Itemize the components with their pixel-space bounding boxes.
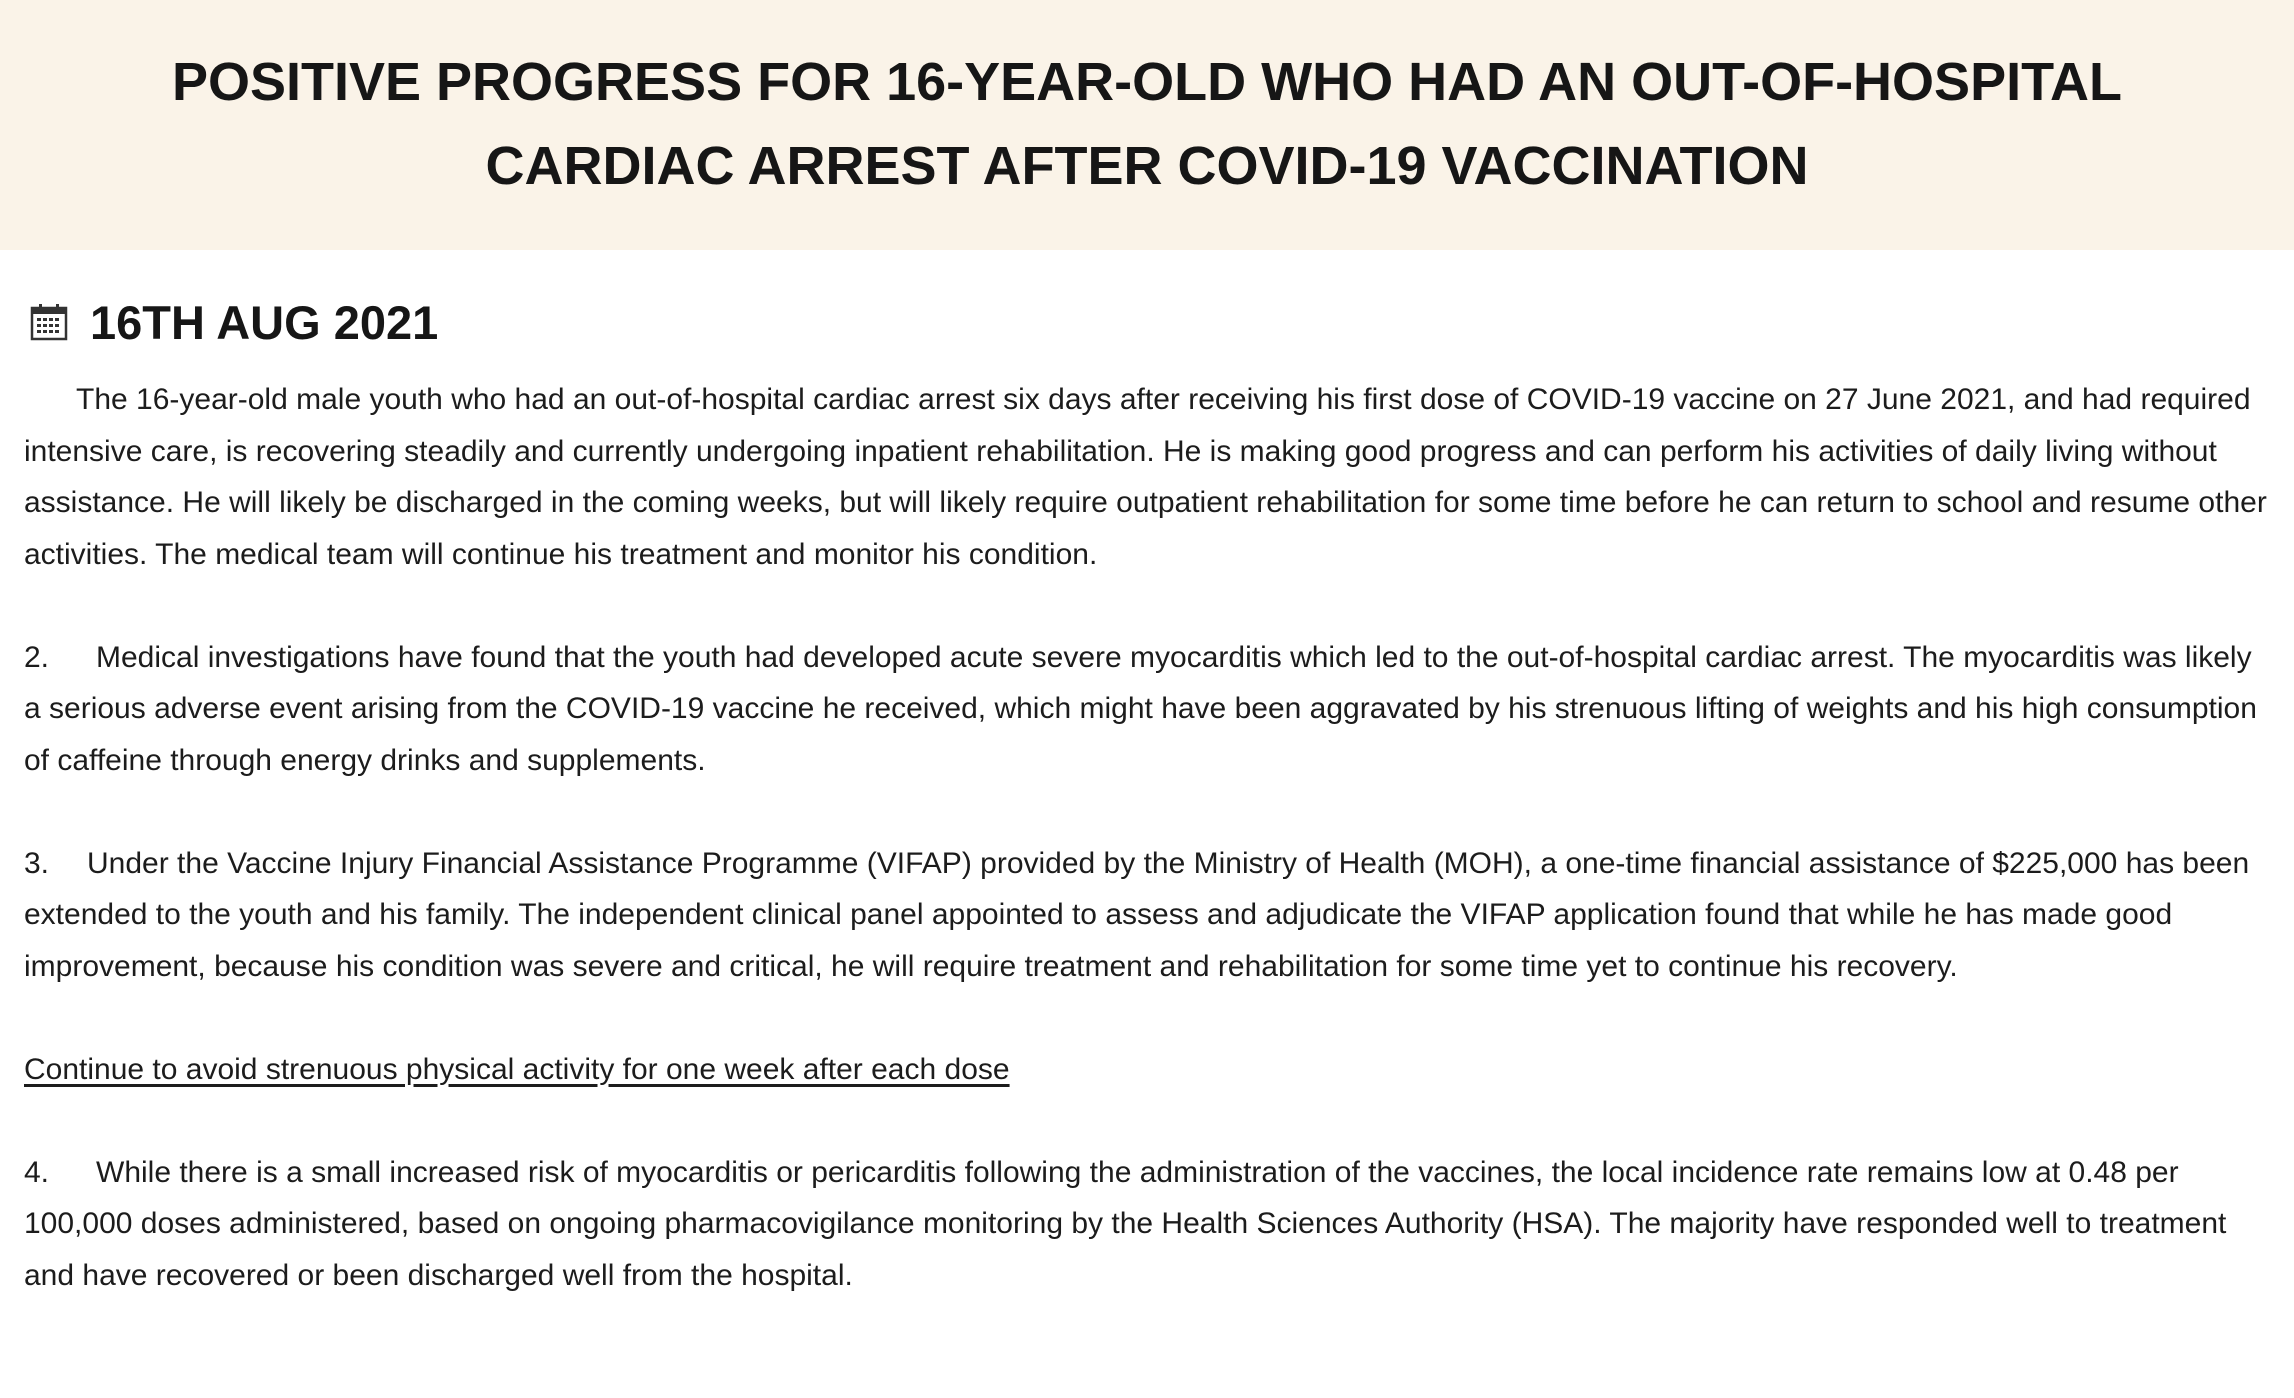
paragraph-4-text: While there is a small increased risk of myocarditis or pericarditis following the administration of the vaccines, the local incidence rate remains low at 0.48 per 100,000 doses administered, based on ongoing pharmacovigilance monitoring by the Health Sciences Authority (HSA). The majority have responded well to treatment and have recovered or been discharged well from the hospital. (24, 1155, 2227, 1292)
paragraph-4-number: 4. (24, 1155, 50, 1189)
paragraph-3-number: 3. (24, 846, 50, 880)
article-body (0, 250, 2294, 1301)
page-title-line-2: CARDIAC ARREST AFTER COVID-19 VACCINATION (485, 136, 1809, 196)
paragraph-2-text: Medical investigations have found that the youth had developed acute severe myocarditis which led to the out-of-hospital cardiac arrest. The myocarditis was likely a serious adverse event arising from the COVID-19 vaccine he received, which might have been aggravated by his strenuous lifting of weights and his high consumption of caffeine through energy drinks and supplements. (24, 640, 2257, 777)
section-subheading: Continue to avoid strenuous physical activity for one week after each dose (24, 1052, 1010, 1086)
paragraph-4 (24, 1147, 2274, 1302)
paragraph-1: The 16-year-old male youth who had an out-of-hospital cardiac arrest six days after receiving his first dose of COVID-19 vaccine on 27 June 2021, and had required intensive care, is recovering steadily and currently undergoing inpatient rehabilitation. He is making good progress and can perform his activities of daily living without assistance. He will likely be discharged in the coming weeks, but will likely require outpatient rehabilitation for some time before he can return to school and resume other activities. The medical team will continue his treatment and monitor his condition. (24, 383, 2267, 571)
paragraph-2-number: 2. (24, 640, 50, 674)
calendar-icon (30, 303, 68, 341)
page-title (0, 40, 2294, 208)
paragraph-3 (24, 838, 2274, 993)
article-date: 16TH AUG 2021 (90, 295, 439, 349)
title-banner (0, 0, 2294, 250)
paragraph-2 (24, 632, 2274, 787)
paragraph-3-text: Under the Vaccine Injury Financial Assistance Programme (VIFAP) provided by the Ministry of Health (MOH), a one-time financial assistance of $225,000 has been extended to the youth and his family. The independent clinical panel appointed to assess and adjudicate the VIFAP application found that while he has made good improvement, because his condition was severe and critical, he will require treatment and rehabilitation for some time yet to continue his recovery. (24, 846, 2250, 983)
date-row (24, 292, 2270, 352)
page-title-line-1: POSITIVE PROGRESS FOR 16-YEAR-OLD WHO HAD AN OUT-OF-HOSPITAL (171, 52, 2123, 112)
